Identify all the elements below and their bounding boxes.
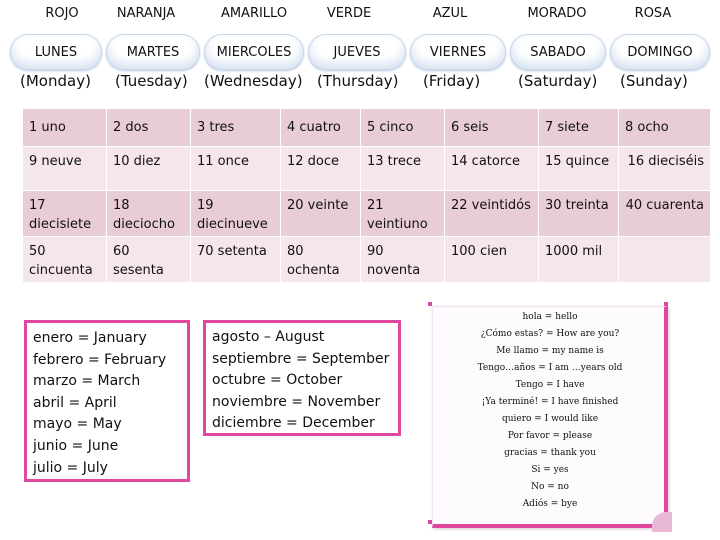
table-cell: 18 dieciocho [107,191,191,237]
color-word-morado: MORADO [527,6,587,21]
table-cell: 1000 mil [539,237,619,283]
table-cell: 10 diez [107,147,191,191]
phrase-line: Tengo…años = I am …years old [477,363,623,373]
day-en-tuesday: (Tuesday) [115,72,188,90]
month-line: agosto – August [212,329,325,345]
color-word-azul: AZUL [432,6,468,21]
day-pill-domingo: DOMINGO [610,34,710,70]
phrase-line: Adiós = bye [522,499,578,509]
color-word-rojo: ROJO [45,6,79,21]
month-line: mayo = May [33,416,122,433]
month-line: marzo = March [33,373,141,390]
table-cell: 3 tres [191,109,281,147]
table-cell: 17 diecisiete [23,191,107,237]
table-cell: 21 veintiuno [361,191,445,237]
color-word-amarillo: AMARILLO [220,6,288,21]
table-cell: 19 diecinueve [191,191,281,237]
table-cell: 11 once [191,147,281,191]
table-cell: 6 seis [445,109,539,147]
table-cell [619,237,711,283]
table-row [23,147,711,191]
month-line: septiembre = September [212,350,390,367]
phrase-line: quiero = I would like [501,414,599,424]
color-word-verde: VERDE [326,6,372,21]
day-pill-sabado: SABADO [510,34,606,70]
phrase-line: ¿Cómo estas? = How are you? [480,329,620,339]
phrase-line: gracias = thank you [504,448,596,458]
table-cell: 80 ochenta [281,237,361,283]
table-row [23,191,711,237]
table-cell: 8 ocho [619,109,711,147]
table-cell: 16 dieciséis [619,147,711,191]
table-cell: 60 sesenta [107,237,191,283]
table-cell: 5 cinco [361,109,445,147]
months-box-august-december [203,320,401,436]
table-cell: 14 catorce [445,147,539,191]
day-pill-miercoles: MIERCOLES [204,34,304,70]
month-line: diciembre = December [212,415,375,432]
note-corner-marker [428,302,432,306]
phrase-line: No = no [531,482,569,492]
day-en-monday: (Monday) [20,72,91,90]
day-pill-lunes: LUNES [10,34,102,70]
note-corner-marker [664,302,668,306]
month-line: abril = April [33,394,117,411]
month-line: enero = January [33,330,147,346]
day-pill-jueves: JUEVES [308,34,406,70]
phrase-line: hola = hello [522,312,578,322]
table-cell: 22 veintidós [445,191,539,237]
table-cell: 40 cuarenta [619,191,711,237]
month-line: noviembre = November [212,393,381,410]
table-cell: 50 cincuenta [23,237,107,283]
table-cell: 4 cuatro [281,109,361,147]
table-cell: 2 dos [107,109,191,147]
table-cell: 1 uno [23,109,107,147]
table-cell: 20 veinte [281,191,361,237]
table-row [23,237,711,283]
month-line: octubre = October [212,372,343,389]
numbers-table [22,108,711,283]
month-line: febrero = February [33,351,167,368]
color-word-rosa: ROSA [634,6,672,21]
table-cell: 7 siete [539,109,619,147]
phrase-line: Si = yes [531,465,569,475]
table-cell: 30 treinta [539,191,619,237]
table-cell: 9 neuve [23,147,107,191]
table-cell: 13 trece [361,147,445,191]
day-pill-martes: MARTES [106,34,200,70]
table-cell: 90 noventa [361,237,445,283]
color-word-naranja: NARANJA [116,6,176,21]
month-line: junio = June [33,437,119,454]
months-box-january-july [24,320,190,482]
month-line: julio = July [33,459,108,476]
table-cell: 100 cien [445,237,539,283]
day-en-thursday: (Thursday) [317,72,399,90]
day-pill-viernes: VIERNES [410,34,506,70]
note-corner-marker [428,520,432,524]
phrase-line: ¡Ya terminé! = I have finished [481,397,619,407]
day-en-friday: (Friday) [423,72,481,90]
table-row [23,109,711,147]
day-en-wednesday: (Wednesday) [204,72,303,90]
phrase-line: Me llamo = my name is [496,346,604,356]
table-cell: 15 quince [539,147,619,191]
table-cell: 70 setenta [191,237,281,283]
day-en-sunday: (Sunday) [620,72,688,90]
phrase-line: Tengo = I have [515,380,585,390]
phrase-line: Por favor = please [507,431,593,441]
day-en-saturday: (Saturday) [518,72,598,90]
table-cell: 12 doce [281,147,361,191]
